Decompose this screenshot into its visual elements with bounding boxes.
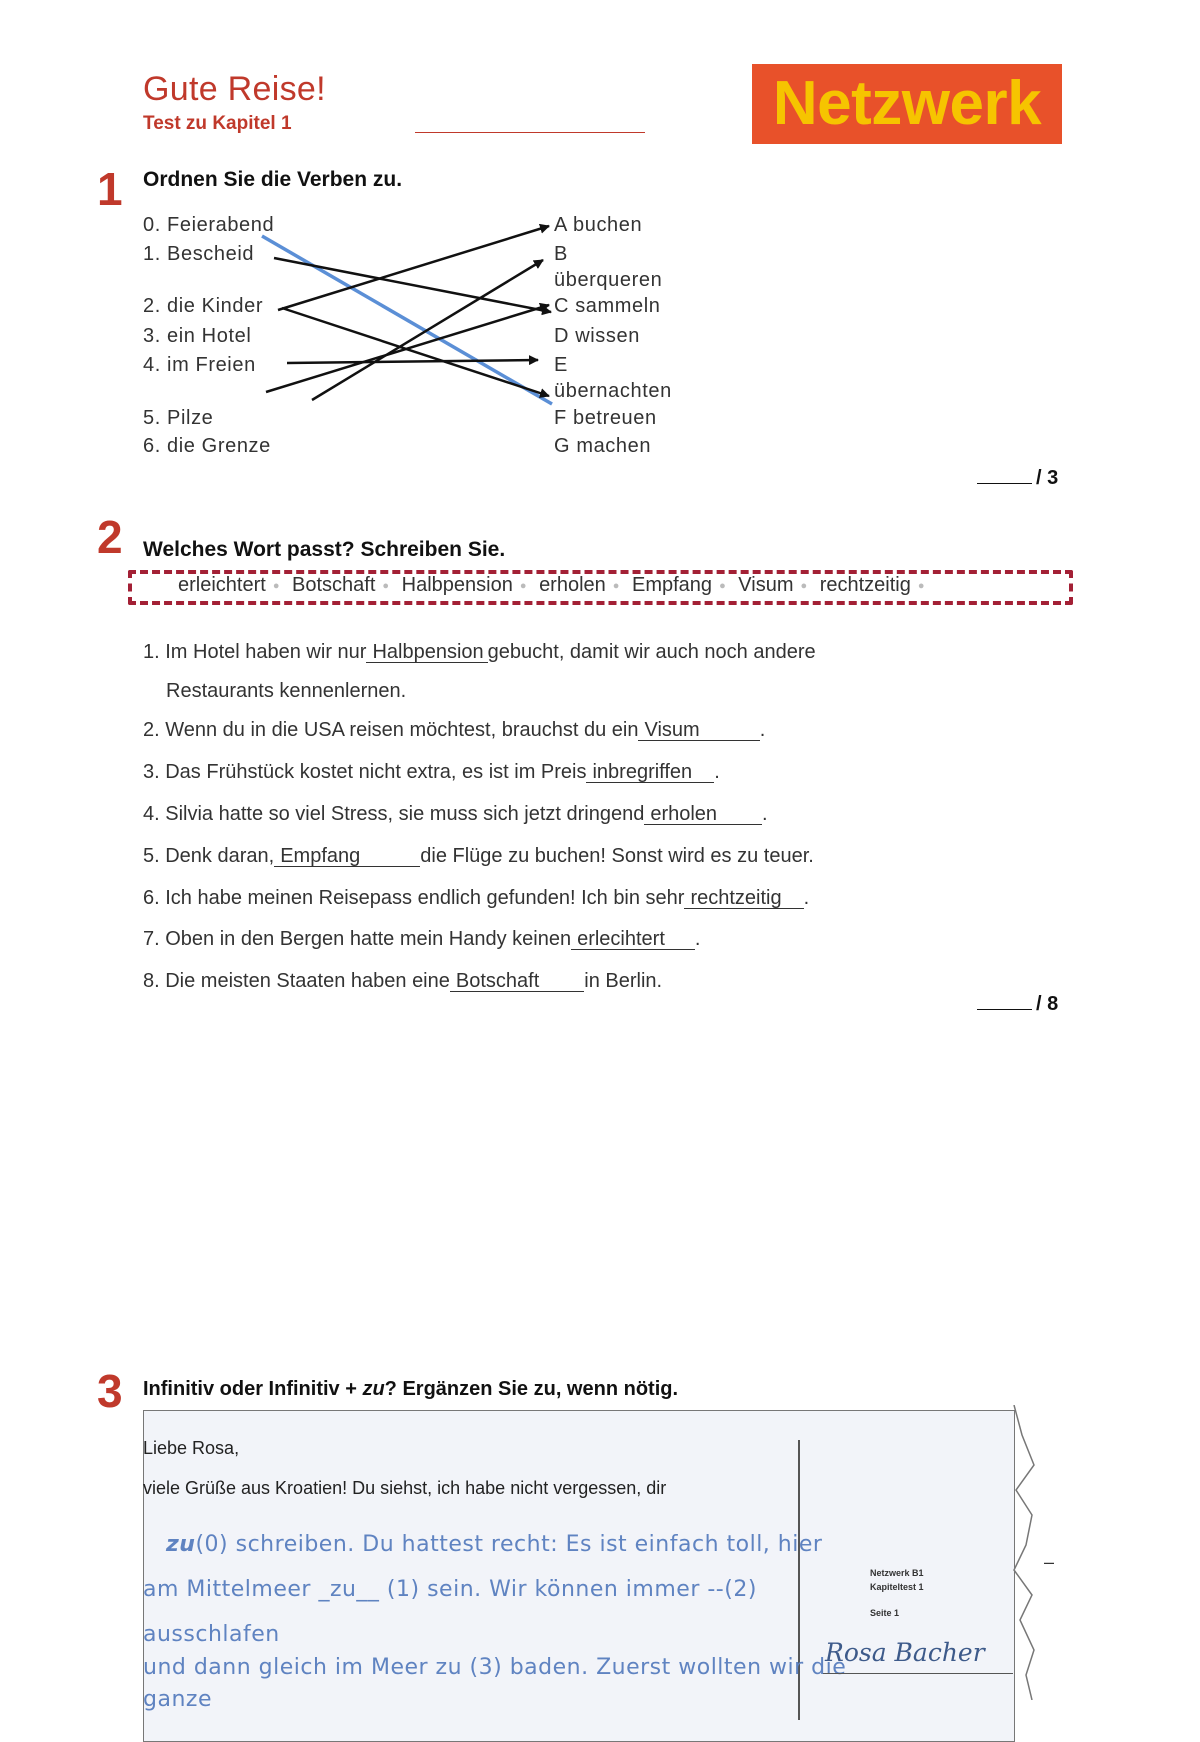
sentence-1: 1. Im Hotel haben wir nur Halbpension gebucht, damit wir auch noch andere: [143, 641, 816, 663]
answer-2: Visum: [638, 720, 759, 741]
section-2-heading: Welches Wort passt? Schreiben Sie.: [143, 538, 506, 561]
match-arrow: [287, 360, 538, 363]
answer-3: inbregriffen: [586, 762, 714, 783]
word: Empfang: [632, 574, 713, 596]
right-item-b: B: [554, 243, 568, 265]
netzwerk-logo: Netzwerk: [752, 64, 1062, 144]
footer-book: Netzwerk B1: [870, 1568, 924, 1578]
right-item-e: E: [554, 354, 568, 376]
section-1-number: 1: [97, 163, 123, 215]
postcard-line-2: viele Grüße aus Kroatien! Du siehst, ich habe nicht vergessen, dir: [143, 1478, 667, 1498]
sentence-3: 3. Das Frühstück kostet nicht extra, es ist im Preis inbregriffen .: [143, 761, 720, 783]
section-2-score: / 8: [977, 993, 1058, 1016]
left-item-2: 2. die Kinder: [143, 295, 264, 317]
word: rechtzeitig: [819, 574, 911, 596]
word: Halbpension: [401, 574, 513, 596]
sentence-5: 5. Denk daran, Empfang die Flüge zu buchen! Sonst wird es zu teuer.: [143, 845, 814, 867]
section-1-score: / 3: [977, 467, 1058, 490]
postcard-greeting: Liebe Rosa,: [143, 1438, 240, 1458]
matching-lines: [0, 0, 1200, 520]
match-arrow: [274, 258, 551, 312]
left-item-3: 3. ein Hotel: [143, 325, 252, 347]
answer-4: erholen: [644, 804, 762, 825]
sentence-4: 4. Silvia hatte so viel Stress, sie muss sich jetzt dringend erholen .: [143, 803, 768, 825]
right-item-d: D wissen: [554, 325, 640, 347]
footer-page: Seite 1: [870, 1608, 900, 1618]
right-item-c: C sammeln: [554, 295, 661, 317]
right-item-a: A buchen: [554, 214, 643, 236]
address-line: [823, 1673, 1013, 1674]
left-item-5: 5. Pilze: [143, 407, 214, 429]
signature: Rosa Bacher: [825, 1638, 985, 1667]
word: Botschaft: [292, 574, 376, 596]
handwriting-line-4: und dann gleich im Meer zu (3) baden. Zuerst wollten wir die: [143, 1655, 847, 1680]
section-2-number: 2: [97, 511, 123, 563]
sentence-6: 6. Ich habe meinen Reisepass endlich gefunden! Ich bin sehr rechtzeitig .: [143, 887, 810, 909]
sentence-2: 2. Wenn du in die USA reisen möchtest, brauchst du ein Visum .: [143, 719, 766, 741]
sentence-8: 8. Die meisten Staaten haben eine Botschaft in Berlin.: [143, 970, 663, 992]
left-item-4: 4. im Freien: [143, 354, 256, 376]
dash-mark: –: [1044, 1552, 1055, 1572]
answer-6: rechtzeitig: [684, 888, 803, 909]
handwriting-line-1: zu(0) schreiben. Du hattest recht: Es ist einfach toll, hier: [166, 1532, 823, 1557]
left-item-1: 1. Bescheid: [143, 243, 255, 265]
right-item-b-cont: überqueren: [554, 269, 663, 291]
section-1-heading: Ordnen Sie die Verben zu.: [143, 168, 403, 191]
handwriting-line-2: am Mittelmeer _zu__ (1) sein. Wir können immer --(2): [143, 1577, 757, 1602]
answer-8: Botschaft: [450, 971, 584, 992]
word-list: erleichtert ● Botschaft ● Halbpension ● erholen ● Empfang ● Visum ● rechtzeitig ●: [178, 574, 925, 596]
page-subtitle: Test zu Kapitel 1: [143, 113, 292, 134]
handwriting-line-3: ausschlafen: [143, 1622, 280, 1647]
section-3-heading: Infinitiv oder Infinitiv + zu? Ergänzen Sie zu, wenn nötig.: [143, 1378, 679, 1400]
word: erleichtert: [178, 574, 266, 596]
sentence-1-cont: Restaurants kennenlernen.: [166, 680, 407, 702]
page-title: Gute Reise!: [143, 70, 326, 108]
sentence-7: 7. Oben in den Bergen hatte mein Handy keinen erlecihtert .: [143, 928, 701, 950]
left-item-6: 6. die Grenze: [143, 435, 271, 457]
answer-1: Halbpension: [366, 642, 487, 663]
match-arrow: [282, 308, 549, 396]
postcard-torn-edge: [996, 1405, 1036, 1700]
right-item-g: G machen: [554, 435, 652, 457]
answer-5: Empfang: [274, 846, 420, 867]
handwriting-line-5: ganze: [143, 1687, 212, 1712]
left-item-0: 0. Feierabend: [143, 214, 275, 236]
right-item-f: F betreuen: [554, 407, 657, 429]
right-item-e-cont: übernachten: [554, 380, 672, 402]
footer-test: Kapiteltest 1: [870, 1582, 924, 1592]
word: erholen: [539, 574, 606, 596]
answer-7: erlecihtert: [571, 929, 695, 950]
section-3-number: 3: [97, 1365, 123, 1417]
word: Visum: [738, 574, 794, 596]
